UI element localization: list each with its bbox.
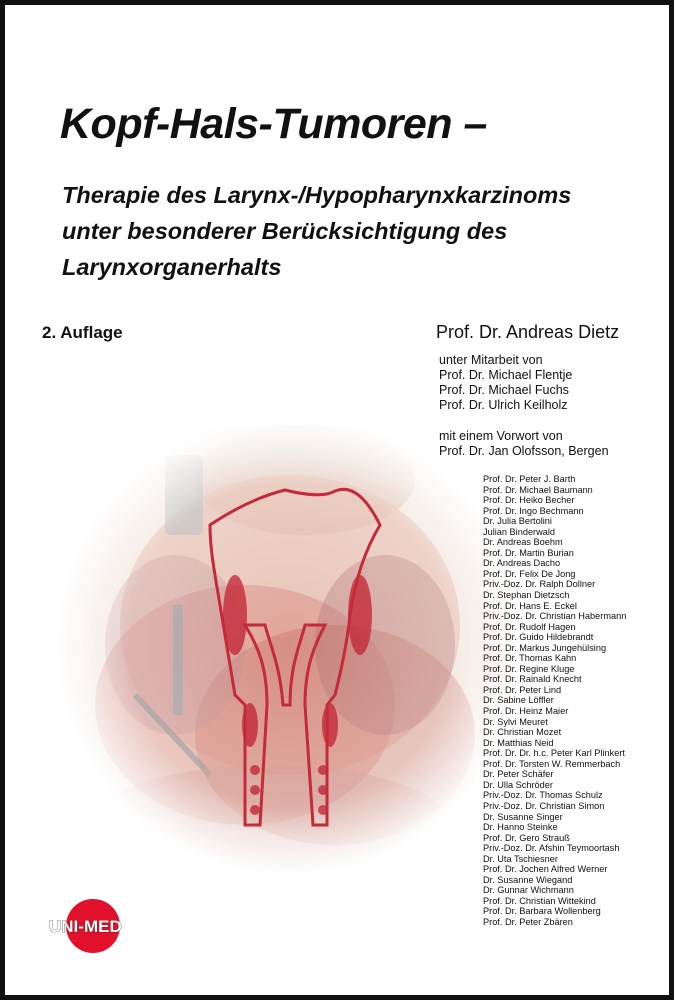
collaborator-name: Prof. Dr. Michael Fuchs — [439, 383, 569, 397]
contributor-name: Dr. Stephan Dietzsch — [483, 590, 570, 601]
contributor-name: Prof. Dr. Peter Zbären — [483, 916, 573, 927]
collaborator-name: Prof. Dr. Ulrich Keilholz — [439, 398, 568, 412]
contributor-name: Priv.-Doz. Dr. Ralph Dollner — [483, 579, 596, 590]
foreword-block — [439, 429, 609, 459]
contributor-name: Dr. Christian Mozet — [483, 727, 562, 738]
contributor-name: Prof. Dr. Ingo Bechmann — [483, 505, 584, 516]
subtitle-line: Larynxorganerhalts — [62, 254, 282, 280]
contributor-name: Dr. Gunnar Wichmann — [483, 885, 574, 896]
book-title: Kopf-Hals-Tumoren – — [60, 100, 487, 148]
contributor-name: Prof. Dr. Thomas Kahn — [483, 653, 577, 664]
contributor-name: Prof. Dr. Barbara Wollenberg — [483, 906, 601, 917]
contributor-name: Prof. Dr. Gero Strauß — [483, 832, 570, 843]
contributor-name: Prof. Dr. Martin Burian — [483, 547, 574, 558]
contributor-name: Dr. Matthias Neid — [483, 737, 554, 748]
contributor-name: Prof. Dr. Christian Wittekind — [483, 895, 596, 906]
contributor-name: Dr. Uta Tschiesner — [483, 853, 558, 864]
contributor-name: Prof. Dr. Heiko Becher — [483, 495, 575, 506]
contributor-name: Prof. Dr. Peter J. Barth — [483, 474, 576, 484]
book-subtitle — [62, 177, 662, 285]
contributor-name: Priv.-Doz. Dr. Christian Simon — [483, 800, 605, 811]
contributor-name: Julian Binderwald — [483, 526, 556, 537]
contributor-name: Prof. Dr. Hans E. Eckel — [483, 600, 577, 611]
foreword-heading: mit einem Vorwort von — [439, 429, 563, 443]
contributor-name: Prof. Dr. Felix De Jong — [483, 568, 576, 579]
contributor-name: Dr. Susanne Singer — [483, 811, 563, 822]
contributor-name: Prof. Dr. Rainald Knecht — [483, 674, 582, 685]
contributor-name: Priv.-Doz. Dr. Afshin Teymoortash — [483, 843, 620, 854]
contributor-name: Dr. Andreas Dacho — [483, 558, 561, 569]
edition-label: 2. Auflage — [42, 323, 123, 342]
book-cover — [5, 5, 669, 995]
contributor-name: Dr. Peter Schäfer — [483, 769, 554, 780]
main-author: Prof. Dr. Andreas Dietz — [436, 322, 620, 342]
contributor-name: Prof. Dr. Dr. h.c. Peter Karl Plinkert — [483, 748, 625, 759]
contributor-name: Prof. Dr. Regine Kluge — [483, 663, 575, 674]
contributors-list — [483, 474, 626, 928]
contributor-name: Dr. Andreas Boehm — [483, 537, 563, 548]
contributor-name: Dr. Sylvi Meuret — [483, 716, 548, 727]
subtitle-line: Therapie des Larynx-/Hypopharynxkarzinoms — [62, 182, 572, 208]
contributor-name: Dr. Susanne Wiegand — [483, 874, 573, 885]
contributor-name: Prof. Dr. Markus Jungehülsing — [483, 642, 607, 653]
contributor-name: Dr. Julia Bertolini — [483, 516, 552, 527]
contributor-name: Prof. Dr. Rudolf Hagen — [483, 621, 576, 632]
contributor-name: Dr. Ulla Schröder — [483, 779, 553, 790]
contributor-name: Prof. Dr. Michael Baumann — [483, 484, 593, 495]
contributor-name: Dr. Sabine Löffler — [483, 695, 554, 706]
subtitle-line: unter besonderer Berücksichtigung des — [62, 218, 508, 244]
contributor-name: Prof. Dr. Guido Hildebrandt — [483, 632, 594, 643]
contributor-name: Priv.-Doz. Dr. Christian Habermann — [483, 611, 627, 622]
contributor-name: Prof. Dr. Heinz Maier — [483, 706, 569, 717]
contributor-name: Prof. Dr. Peter Lind — [483, 684, 562, 695]
collaborators-block — [439, 353, 572, 413]
contributor-name: Priv.-Doz. Dr. Thomas Schulz — [483, 790, 603, 801]
surgical-photo — [45, 425, 525, 885]
collaborator-name: Prof. Dr. Michael Flentje — [439, 368, 573, 382]
foreword-author: Prof. Dr. Jan Olofsson, Bergen — [439, 444, 609, 458]
contributor-name: Prof. Dr. Torsten W. Remmerbach — [483, 758, 621, 769]
contributor-name: Dr. Hanno Steinke — [483, 822, 558, 833]
publisher-name: UNI-MED — [49, 917, 122, 936]
publisher-logo — [45, 898, 155, 958]
contributor-name: Prof. Dr. Jochen Alfred Werner — [483, 864, 608, 875]
collaborators-heading: unter Mitarbeit von — [439, 353, 543, 367]
